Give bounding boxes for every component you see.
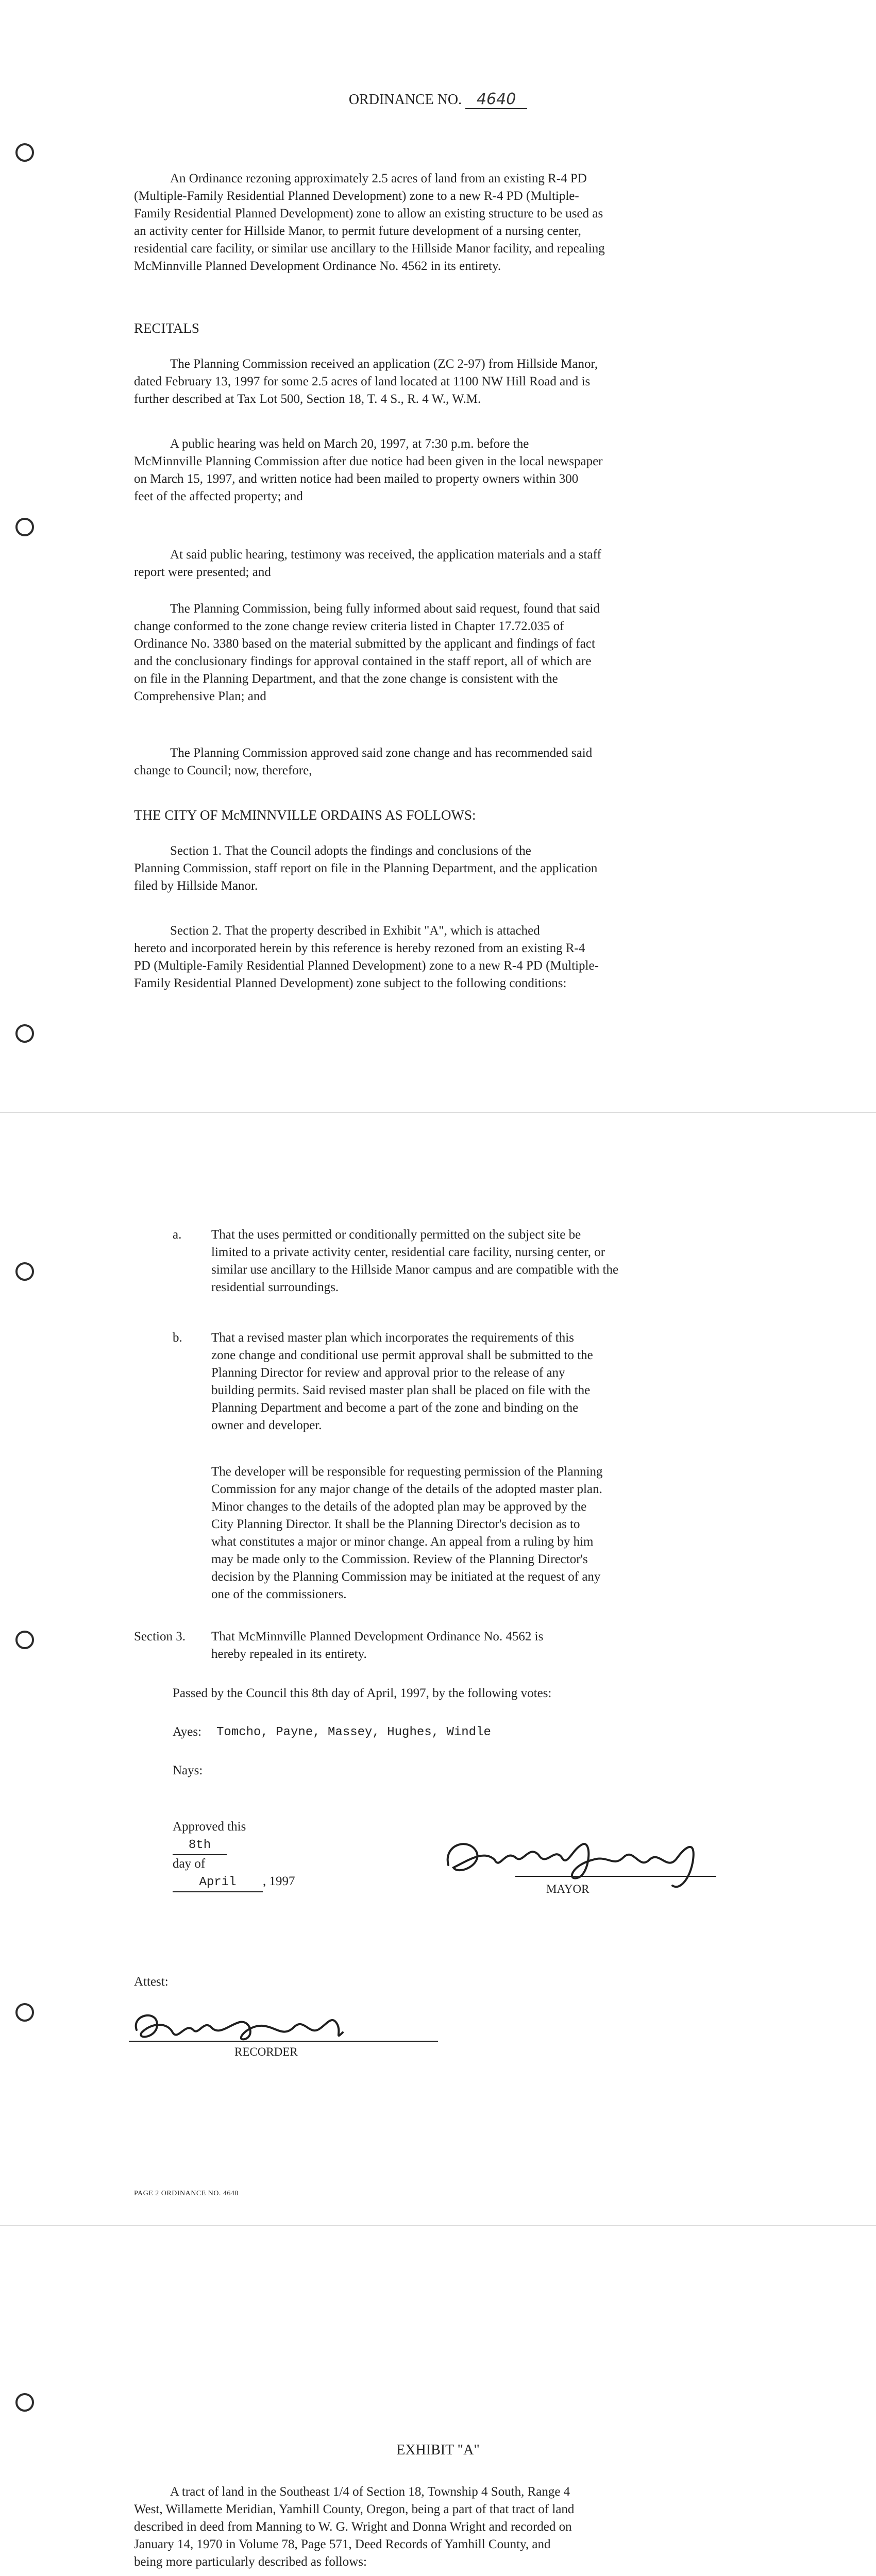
punch-hole-icon <box>15 143 34 162</box>
attest-label: Attest: <box>134 1975 169 1989</box>
recital-public-hearing: A public hearing was held on March 20, 1997, at 7:30 p.m. before the McMinnville Planning Commission after due notice had been given in the local newspaper on March 15, 1997, and written notice had been mailed to property owners within 300 feet of the affected property; and <box>134 437 603 503</box>
recital-findings: The Planning Commission, being fully informed about said request, found that said change conformed to the zone change review criteria listed in Chapter 17.72.035 of Ordinance No. 3380 based on the material submitted by the applicant and findings of fact and the conclusionary findings for approval contained in the staff report, all of which are on file in the Planning Department, and that the zone change is consistent with the Comprehensive Plan; and <box>134 602 600 703</box>
recital-approval: The Planning Commission approved said zone change and has recommended said change to Council; now, therefore, <box>134 746 593 777</box>
ayes-label: Ayes: <box>173 1725 202 1739</box>
passed-statement: Passed by the Council this 8th day of April, 1997, by the following votes: <box>173 1686 552 1700</box>
condition-b-developer: The developer will be responsible for requesting permission of the Planning Commission for any major change of the details of the adopted master plan. Minor changes to the details of the adopted plan may be approved by the City Planning Director. It shall be the Planning Director's decision as to what constitutes a major or minor change. An appeal from a ruling by him may be made only to the Commission. Review of the Planning Director's decision by the Planning Commission may be initiated at the request of any one of the commissioners. <box>211 1465 603 1601</box>
approved-month: April <box>173 1874 263 1892</box>
ordinance-page-2 <box>0 1113 876 2226</box>
punch-hole-icon <box>15 518 34 536</box>
section-3: That McMinnville Planned Development Ordinance No. 4562 is hereby repealed in its entirety. <box>211 1630 544 1661</box>
section-3-label: Section 3. <box>134 1630 186 1643</box>
mayor-label: MAYOR <box>546 1883 589 1895</box>
nays-label: Nays: <box>173 1764 203 1777</box>
punch-hole-icon <box>15 2003 34 2022</box>
ordains-heading: THE CITY OF McMINNVILLE ORDAINS AS FOLLOWS: <box>134 807 476 823</box>
punch-hole-icon <box>15 1262 34 1281</box>
punch-hole-icon <box>15 2393 34 2412</box>
exhibit-title: EXHIBIT "A" <box>396 2442 480 2458</box>
condition-b: That a revised master plan which incorporates the requirements of this zone change and conditional use permit approval shall be submitted to the Planning Director for review and approval prior to the release of any building permits. Said revised master plan shall be placed on file with the Planning Department and become a part of the zone and binding on the owner and developer. <box>211 1331 593 1432</box>
ordinance-page-1 <box>0 0 876 1113</box>
approved-line: Approved this 8th day of April , 1997 <box>173 1801 295 1892</box>
exhibit-a-page <box>0 2226 876 2576</box>
section-1: Section 1. That the Council adopts the findings and conclusions of the Planning Commission, staff report on file in the Planning Department, and the application filed by Hillside Manor. <box>134 844 598 893</box>
page-footer: PAGE 2 ORDINANCE NO. 4640 <box>134 2190 239 2197</box>
condition-b-marker: b. <box>173 1331 182 1345</box>
ayes-names: Tomcho, Payne, Massey, Hughes, Windle <box>216 1725 491 1739</box>
ordinance-intro: An Ordinance rezoning approximately 2.5 acres of land from an existing R-4 PD (Multiple-Family Residential Planned Development) zone to a new R-4 PD (Multiple- Family Residential Planned Development) zone to allow an existing structure to be used as an activity center for Hillside Manor, to permit future development of a nursing center, residential care facility, or similar use ancillary to the Hillside Manor facility, and repealing McMinnville Planned Development Ordinance No. 4562 in its entirety. <box>134 172 605 273</box>
recitals-heading: RECITALS <box>134 320 199 336</box>
section-2: Section 2. That the property described in Exhibit "A", which is attached hereto and incorporated herein by this reference is hereby rezoned from an existing R-4 PD (Multiple-Family Residential Planned Development) zone to a new R-4 PD (Multiple- Family Residential Planned Development) zone subject to the following conditions: <box>134 924 599 990</box>
condition-a-marker: a. <box>173 1228 182 1242</box>
condition-a: That the uses permitted or conditionally permitted on the subject site be limited to a private activity center, residential care facility, nursing center, or similar use ancillary to the Hillside Manor campus and are compatible with the residential surroundings. <box>211 1228 619 1294</box>
recital-application: The Planning Commission received an application (ZC 2-97) from Hillside Manor, dated February 13, 1997 for some 2.5 acres of land located at 1100 NW Hill Road and is further described at Tax Lot 500, Section 18, T. 4 S., R. 4 W., W.M. <box>134 357 598 406</box>
recital-testimony: At said public hearing, testimony was received, the application materials and a staff report were presented; and <box>134 548 601 579</box>
recorder-label: RECORDER <box>234 2045 298 2058</box>
exhibit-intro: A tract of land in the Southeast 1/4 of Section 18, Township 4 South, Range 4 West, Willamette Meridian, Yamhill County, Oregon, being a part of that tract of land described in deed from Manning to W. G. Wright and Donna Wright and recorded on January 14, 1970 in Volume 78, Page 571, Deed Records of Yamhill County, and being more particularly described as follows: <box>134 2485 575 2569</box>
punch-hole-icon <box>15 1024 34 1043</box>
punch-hole-icon <box>15 1631 34 1649</box>
ordinance-title: ORDINANCE NO. 4640 <box>0 90 876 109</box>
approved-day: 8th <box>173 1837 227 1855</box>
ordinance-number-handwritten: 4640 <box>465 90 527 109</box>
